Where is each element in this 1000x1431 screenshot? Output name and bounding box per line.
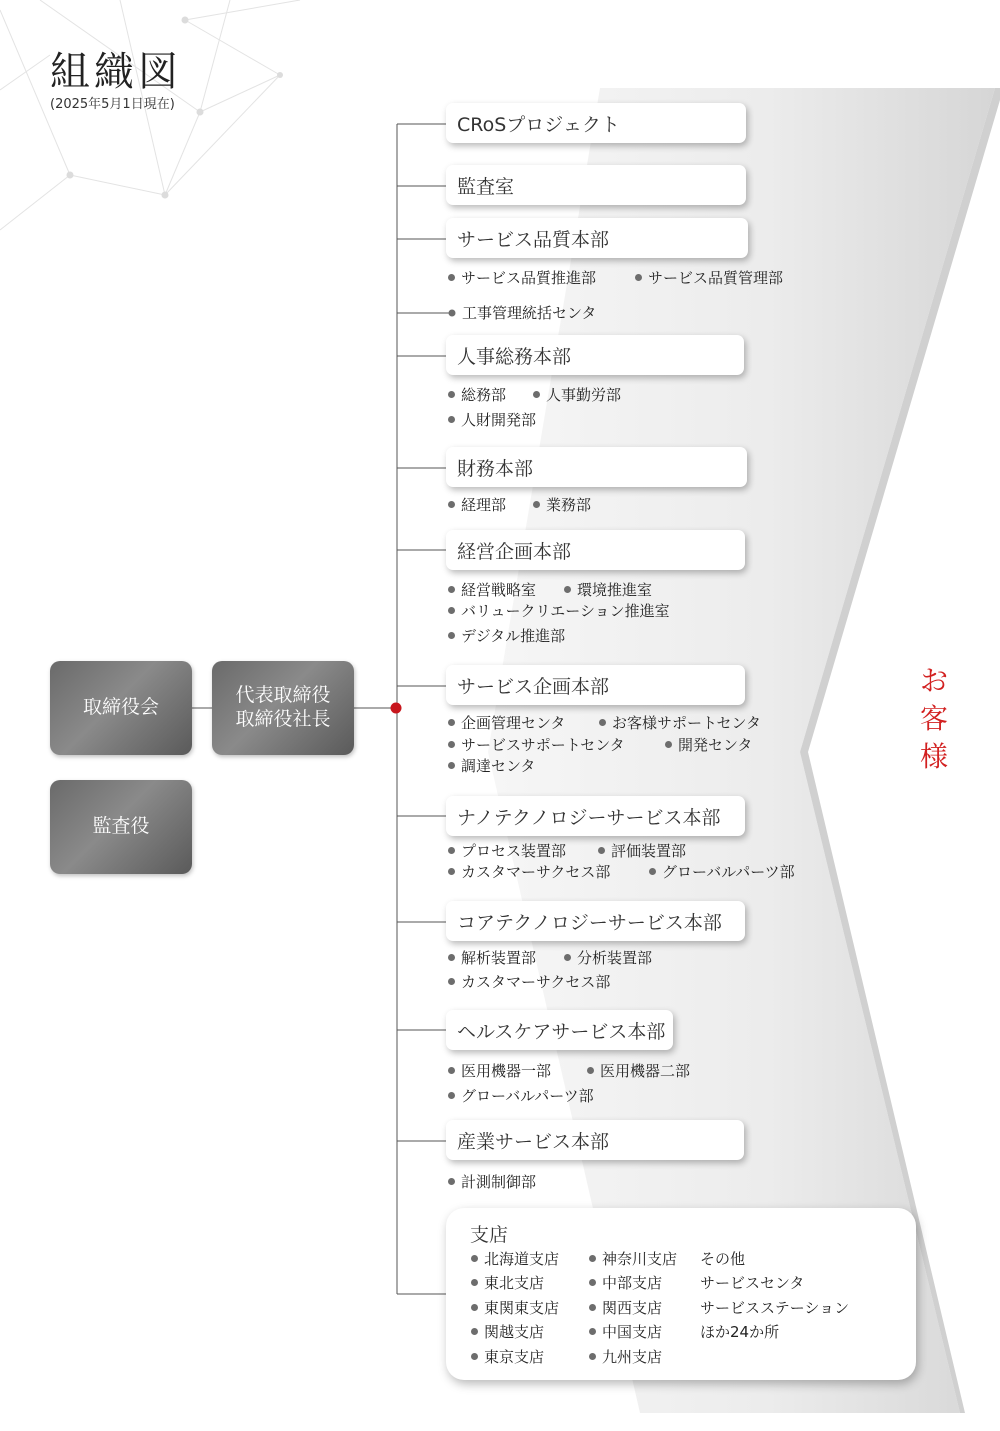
list-item: 環境推進室 [564,581,652,599]
list-item: グローバルパーツ部 [649,863,795,881]
dept-nanotech-service: ナノテクノロジーサービス本部 [446,796,745,836]
customer-char: 様 [919,740,948,773]
branch-item: 中部支店 [589,1274,662,1292]
list-item: 経営戦略室 [448,581,536,599]
president-line2: 取締役社長 [235,708,331,730]
auditor-box [50,780,192,874]
dept-finance: 財務本部 [446,447,747,487]
list-item: 経理部 [448,496,506,514]
bullet-icon [448,309,456,317]
branch-item: 関西支店 [589,1299,662,1317]
list-item: 業務部 [533,496,591,514]
list-item: サービス品質推進部 [448,269,596,287]
list-item: グローバルパーツ部 [448,1087,594,1105]
branch-item: 九州支店 [589,1348,662,1366]
branch-other: ほか24か所 [700,1323,780,1341]
dept-coretech-service: コアテクノロジーサービス本部 [446,901,745,941]
dept-service-planning: サービス企画本部 [446,665,745,705]
list-item: 総務部 [448,386,506,404]
branch-item: 北海道支店 [471,1250,559,1268]
customer-char: 客 [919,702,948,735]
list-item: プロセス装置部 [448,842,566,860]
dept-industrial-service: 産業サービス本部 [446,1120,744,1160]
list-item: 医用機器二部 [587,1062,690,1080]
list-item: 企画管理センタ [448,714,565,732]
branch-other: サービスステーション [700,1299,850,1317]
network-lines [0,0,300,230]
dept-service-quality: サービス品質本部 [446,218,748,258]
branch-other: その他 [700,1250,746,1268]
customer-char: お [919,664,948,697]
auditor-label: 監査役 [92,815,150,838]
as-of-date: (2025年5月1日現在) [50,97,175,112]
president-line1: 代表取締役 [235,684,331,707]
customer-label [916,662,952,776]
branch-item: 東京支店 [471,1348,544,1366]
president-box [212,661,354,755]
dept-hr-general: 人事総務本部 [446,335,744,375]
branch-item: 中国支店 [589,1323,662,1341]
branch-item: 関越支店 [471,1323,544,1341]
list-item: 医用機器一部 [448,1062,551,1080]
list-item: 開発センタ [665,736,752,754]
list-item: 計測制御部 [448,1173,536,1191]
list-item: サービスサポートセンタ [448,736,625,754]
dept-healthcare-service: ヘルスケアサービス本部 [446,1010,673,1050]
dept-corporate-planning: 経営企画本部 [446,530,745,570]
list-item: 分析装置部 [564,949,652,967]
board-of-directors-box [50,661,192,755]
dept-construction-center: 工事管理統括センタ [462,304,597,322]
list-item: サービス品質管理部 [635,269,783,287]
board-label: 取締役会 [82,696,159,719]
dept-audit-office: 監査室 [446,165,746,205]
list-item: 解析装置部 [448,949,536,967]
branch-item: 東北支店 [471,1274,544,1292]
branches-box [446,1208,916,1380]
branches-title: 支店 [470,1224,509,1246]
junction-dot [391,703,402,714]
list-item: カスタマーサクセス部 [448,973,610,991]
list-item: デジタル推進部 [448,627,565,645]
dept-cros-project: CRoSプロジェクト [446,103,746,143]
list-item: カスタマーサクセス部 [448,863,610,881]
branch-other: サービスセンタ [700,1274,805,1292]
list-item: 調達センタ [448,757,535,775]
list-item: お客様サポートセンタ [599,714,761,732]
list-item: 人財開発部 [448,411,536,429]
list-item: バリュークリエーション推進室 [448,602,670,620]
list-item: 人事勤労部 [533,386,621,404]
list-item: 評価装置部 [598,842,686,860]
branch-item: 神奈川支店 [589,1250,677,1268]
branch-item: 東関東支店 [471,1299,559,1317]
page-title: 組織図 [50,49,182,95]
